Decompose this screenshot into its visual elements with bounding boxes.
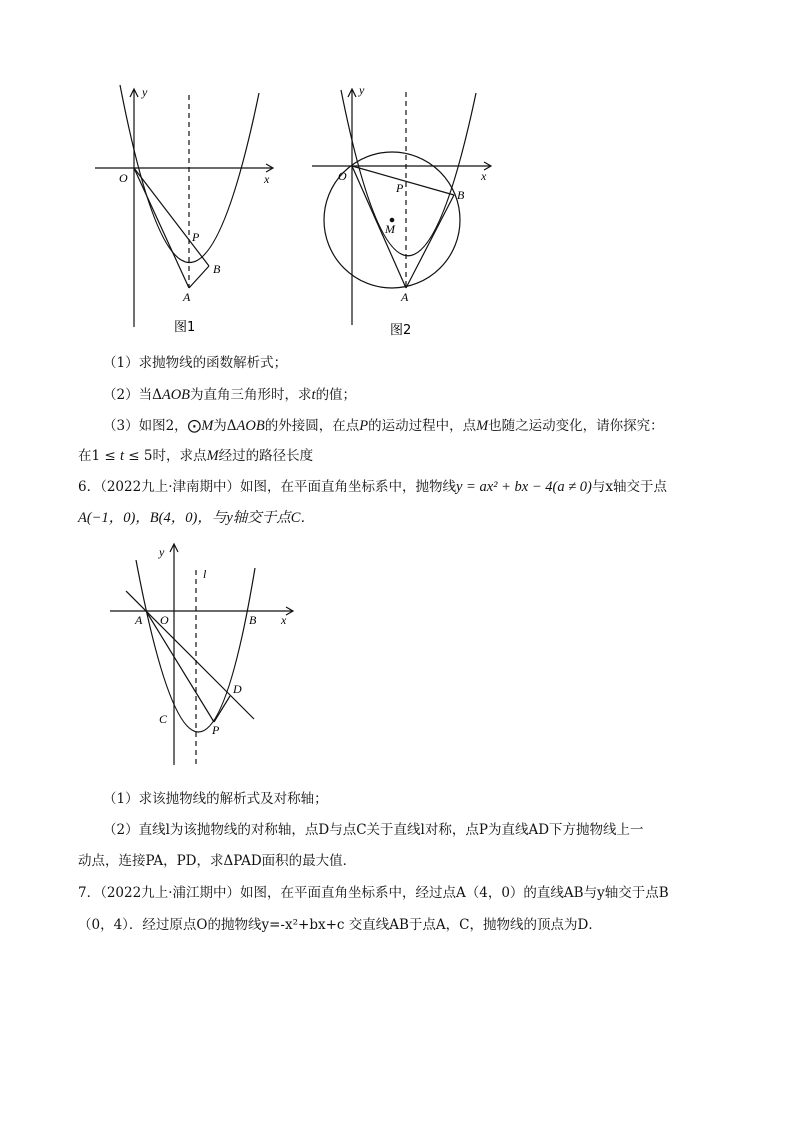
q7-stem-line1: 7．（2022九上·浦江期中）如图，在平面直角坐标系中，经过点A（4，0）的直线AB与y轴交于点B [78, 885, 669, 901]
label-y: y [359, 83, 365, 97]
figure-q6 [100, 540, 300, 770]
label-A: A [401, 290, 409, 304]
label-D: D [233, 682, 242, 696]
label-P: P [212, 723, 220, 737]
label-B: B [457, 188, 465, 202]
parabola [341, 90, 476, 256]
figure-1-caption: 图1 [174, 320, 196, 335]
q5-part2: （2）当ΔAOB为直角三角形时，求t的值； [103, 387, 357, 403]
label-P: P [192, 230, 200, 244]
parabola [120, 85, 259, 263]
label-y: y [142, 85, 148, 99]
label-A: A [183, 290, 191, 304]
figure-2-caption: 图2 [390, 323, 412, 338]
q5-part3: （3）如图2，⨀M为ΔAOB的外接圆，在点P的运动过程中，点M也随之运动变化，请你探究： [103, 418, 664, 434]
q6-stem-line2: A(−1，0)，B(4，0)，与y轴交于点C． [78, 510, 315, 526]
label-x: x [281, 613, 287, 627]
label-l: l [203, 567, 207, 581]
q5-part3-cont: 在1 ≤ t ≤ 5时，求点M经过的路径长度 [78, 448, 314, 464]
label-B: B [249, 613, 257, 627]
label-O: O [160, 613, 169, 627]
q6-part2-line1: （2）直线l为该抛物线的对称轴，点D与点C关于直线l对称，点P为直线AD下方抛物线上一 [103, 822, 644, 838]
label-O: O [338, 169, 347, 183]
label-O: O [119, 171, 128, 185]
label-x: x [264, 172, 270, 186]
label-P: P [396, 181, 404, 195]
q6-stem-line1: 6．（2022九上·津南期中）如图，在平面直角坐标系中，抛物线y = ax² + bx − 4(a ≠ 0)与x轴交于点 [78, 479, 667, 495]
label-A: A [135, 613, 143, 627]
label-x: x [481, 169, 487, 183]
q6-part1: （1）求该抛物线的解析式及对称轴； [103, 791, 328, 807]
q6-part2-line2: 动点，连接PA，PD，求ΔPAD面积的最大值． [78, 853, 357, 869]
label-M: M [385, 222, 395, 236]
label-y: y [159, 545, 165, 559]
q5-part1: （1）求抛物线的函数解析式； [103, 355, 288, 371]
label-B: B [213, 262, 221, 276]
q7-stem-line2: （0，4）．经过原点O的抛物线y=-x²+bx+c 交直线AB于点A，C，抛物线的顶点为D． [78, 917, 602, 933]
figure-1 [0, 0, 300, 340]
label-C: C [159, 712, 168, 726]
figure-2 [300, 0, 520, 345]
line-AD [126, 591, 254, 719]
